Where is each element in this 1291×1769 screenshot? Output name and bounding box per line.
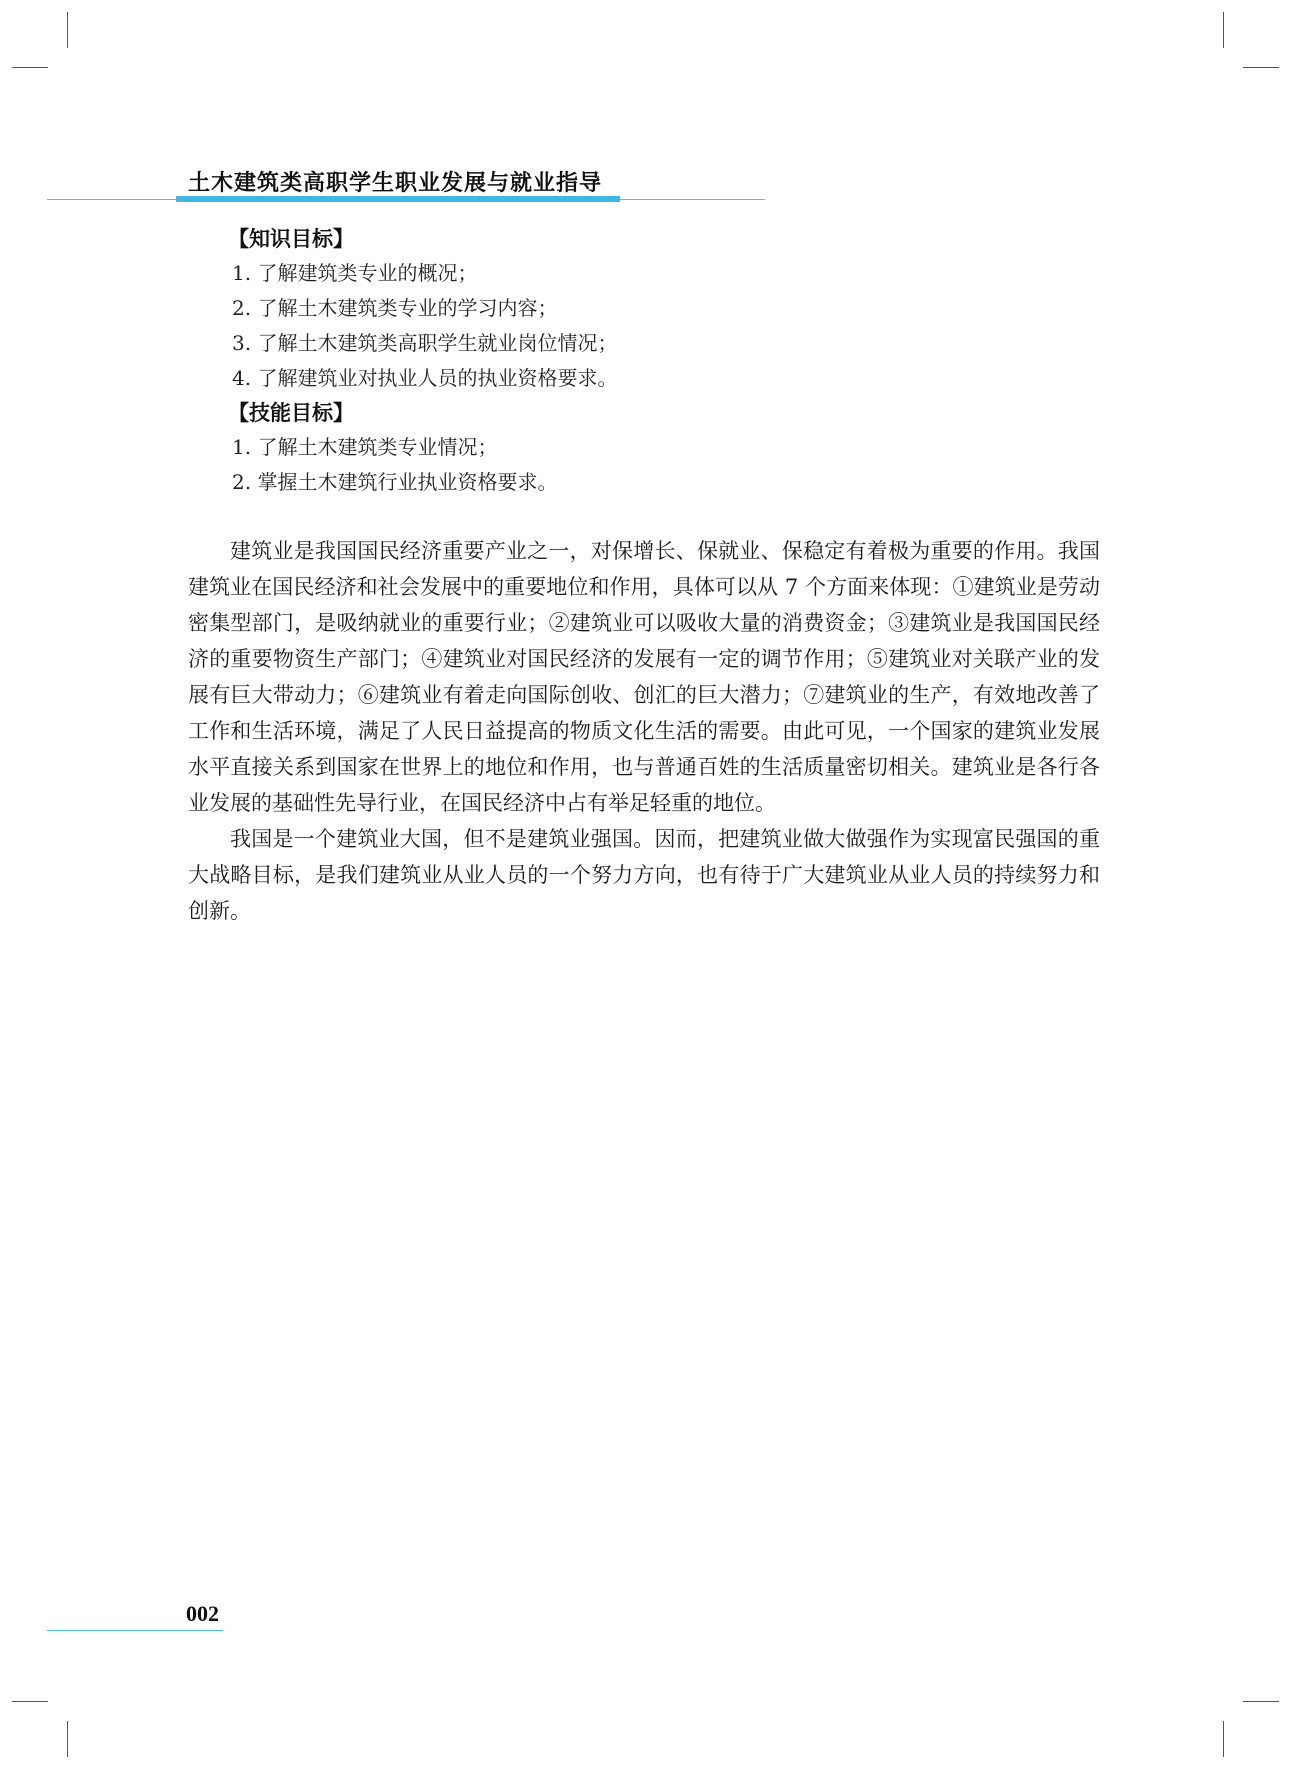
crop-mark-bottom-right-vertical <box>1223 1721 1224 1757</box>
crop-mark-bottom-left-vertical <box>67 1721 68 1757</box>
knowledge-objective-item: 4. 了解建筑业对执业人员的执业资格要求。 <box>232 366 618 390</box>
knowledge-objective-item: 1. 了解建筑类专业的概况； <box>232 261 478 285</box>
skill-objectives-heading: 【技能目标】 <box>228 401 354 425</box>
knowledge-objective-item: 3. 了解土木建筑类高职学生就业岗位情况； <box>232 331 618 355</box>
objectives-block <box>228 222 1128 500</box>
page-number: 002 <box>186 1601 219 1626</box>
header-rule-accent <box>176 196 620 202</box>
knowledge-objective-item: 2. 了解土木建筑类专业的学习内容； <box>232 296 558 320</box>
skill-objective-item: 1. 了解土木建筑类专业情况； <box>232 435 498 459</box>
footer-rule <box>47 1630 223 1631</box>
crop-mark-bottom-left-horizontal <box>12 1701 48 1702</box>
running-head-title: 土木建筑类高职学生职业发展与就业指导 <box>188 171 603 196</box>
crop-mark-bottom-right-horizontal <box>1243 1701 1279 1702</box>
body-paragraph: 我国是一个建筑业大国，但不是建筑业强国。因而，把建筑业做大做强作为实现富民强国的重大战略目标，是我们建筑业从业人员的一个努力方向，也有待于广大建筑业从业人员的持续努力和创新。 <box>188 827 1100 923</box>
crop-mark-top-right-horizontal <box>1243 67 1279 68</box>
skill-objective-item: 2. 掌握土木建筑行业执业资格要求。 <box>232 470 558 494</box>
body-text <box>188 533 1100 929</box>
body-paragraph: 建筑业是我国国民经济重要产业之一，对保增长、保就业、保稳定有着极为重要的作用。我国建筑业在国民经济和社会发展中的重要地位和作用，具体可以从 7 个方面来体现：①建筑业是劳动密集型部门，是吸纳就业的重要行业；②建筑业可以吸收大量的消费资金；③建筑业是我国国民经济的重要物资生产部门；④建筑业对国民经济的发展有一定的调节作用；⑤建筑业对关联产业的发展有巨大带动力；⑥建筑业有着走向国际创收、创汇的巨大潜力；⑦建筑业的生产，有效地改善了工作和生活环境，满足了人民日益提高的物质文化生活的需要。由此可见，一个国家的建筑业发展水平直接关系到国家在世界上的地位和作用，也与普通百姓的生活质量密切相关。建筑业是各行各业发展的基础性先导行业，在国民经济中占有举足轻重的地位。 <box>188 539 1100 815</box>
crop-mark-top-right-vertical <box>1223 12 1224 48</box>
crop-mark-top-left-horizontal <box>12 67 48 68</box>
knowledge-objectives-heading: 【知识目标】 <box>228 227 354 251</box>
crop-mark-top-left-vertical <box>67 12 68 48</box>
